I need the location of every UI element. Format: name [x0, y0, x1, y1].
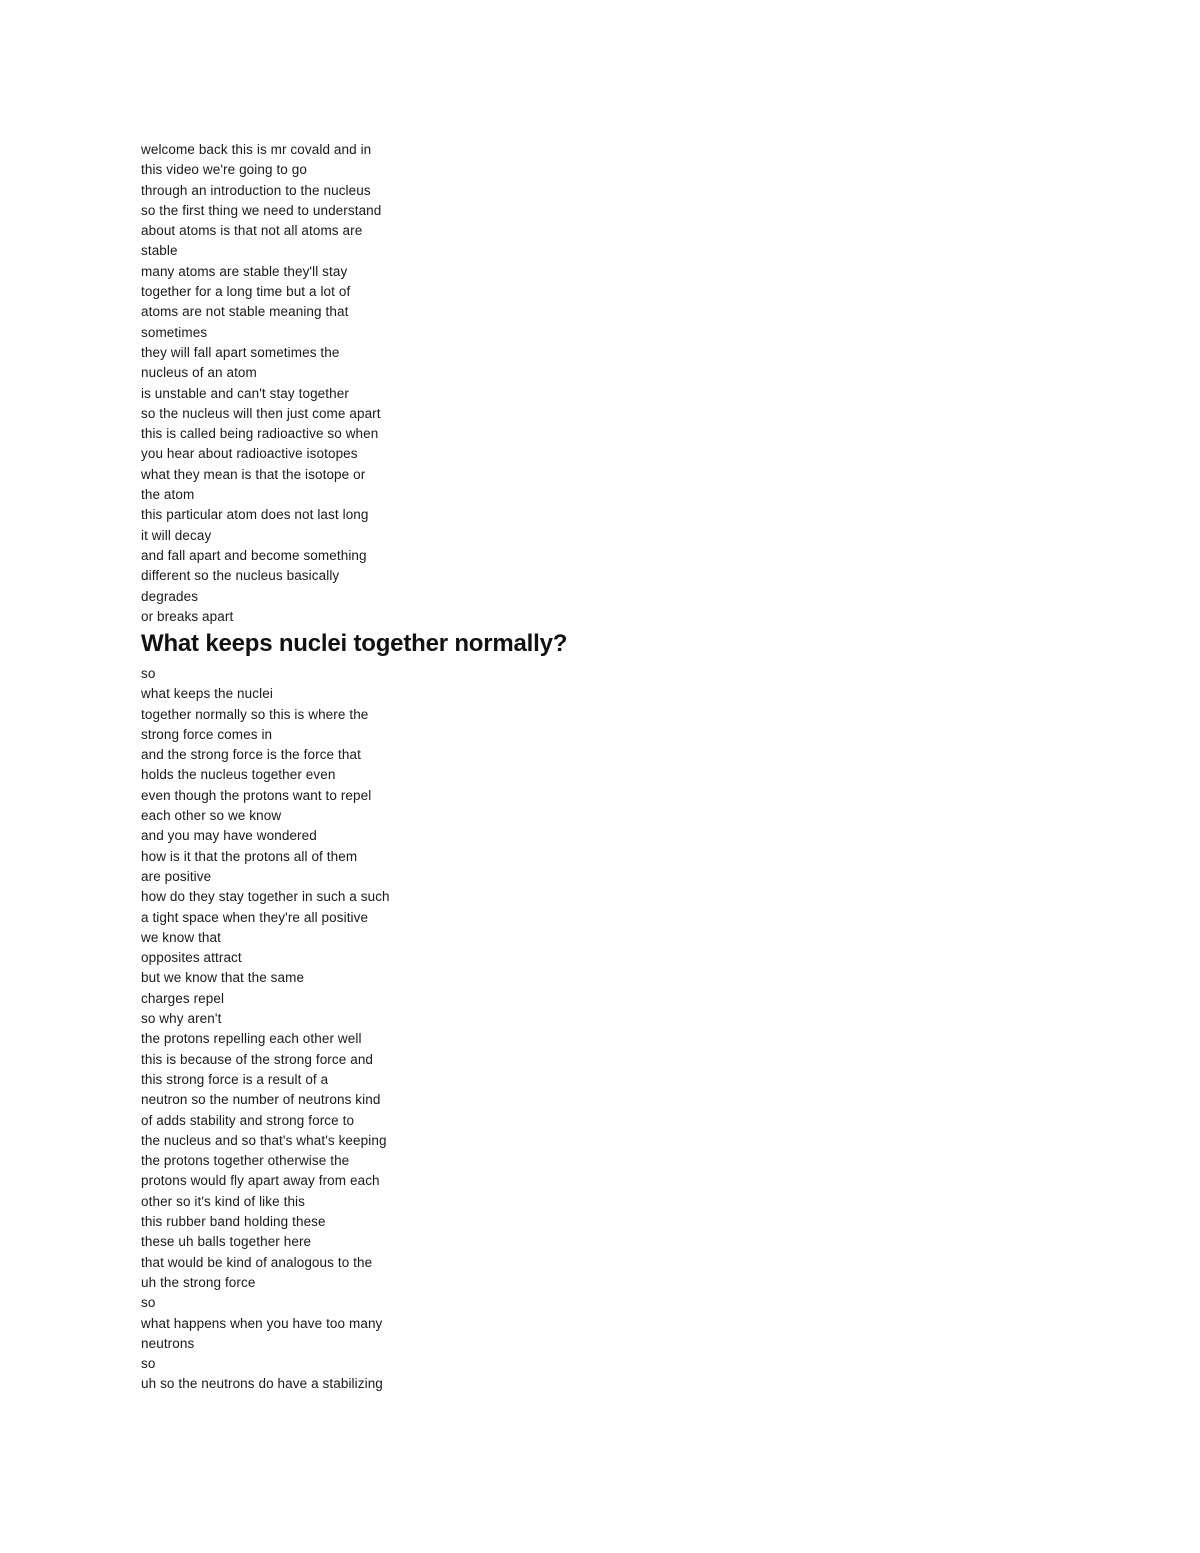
transcript-section-strong-force: [141, 664, 701, 1395]
transcript-line: they will fall apart sometimes the: [141, 344, 340, 360]
transcript-line: how is it that the protons all of them: [141, 848, 358, 864]
transcript-line: the protons repelling each other well: [141, 1031, 362, 1047]
transcript-line: protons would fly apart away from each: [141, 1173, 380, 1189]
transcript-line: this is because of the strong force and: [141, 1051, 374, 1067]
transcript-line: each other so we know: [141, 808, 282, 824]
transcript-line: so: [141, 1356, 156, 1372]
transcript-line: a tight space when they're all positive: [141, 909, 369, 925]
transcript-line: this rubber band holding these: [141, 1214, 326, 1230]
transcript-line: what happens when you have too many: [141, 1315, 383, 1331]
transcript-line: degrades: [141, 588, 199, 604]
transcript-line: other so it's kind of like this: [141, 1193, 305, 1209]
transcript-line: so: [141, 1295, 156, 1311]
transcript-line: that would be kind of analogous to the: [141, 1254, 373, 1270]
transcript-section-intro: [141, 140, 701, 627]
transcript-line: nucleus of an atom: [141, 365, 257, 381]
transcript-line: the atom: [141, 487, 195, 503]
transcript-line: are positive: [141, 868, 212, 884]
transcript-line: we know that: [141, 929, 221, 945]
transcript-line: and fall apart and become something: [141, 547, 367, 563]
transcript-line: together for a long time but a lot of: [141, 284, 351, 300]
transcript-line: through an introduction to the nucleus: [141, 182, 371, 198]
transcript-line: about atoms is that not all atoms are: [141, 223, 363, 239]
transcript-line: you hear about radioactive isotopes: [141, 446, 358, 462]
transcript-line: the protons together otherwise the: [141, 1153, 350, 1169]
transcript-line: of adds stability and strong force to: [141, 1112, 355, 1128]
transcript-line: neutrons: [141, 1335, 195, 1351]
section-heading: What keeps nuclei together normally?: [141, 630, 568, 657]
transcript-line: what keeps the nuclei: [141, 686, 273, 702]
transcript-line: this particular atom does not last long: [141, 507, 369, 523]
transcript-line: strong force comes in: [141, 726, 273, 742]
transcript-line: welcome back this is mr covald and in: [141, 142, 372, 157]
transcript-line: but we know that the same: [141, 970, 305, 986]
transcript-line: different so the nucleus basically: [141, 568, 340, 584]
transcript-line: charges repel: [141, 990, 225, 1006]
transcript-line: the nucleus and so that's what's keeping: [141, 1132, 387, 1148]
transcript-line: uh so the neutrons do have a stabilizing: [141, 1376, 383, 1392]
transcript-line: or breaks apart: [141, 608, 234, 624]
transcript-line: it will decay: [141, 527, 212, 543]
transcript-line: these uh balls together here: [141, 1234, 312, 1250]
transcript-line: neutron so the number of neutrons kind: [141, 1092, 381, 1108]
transcript-line: and you may have wondered: [141, 828, 317, 844]
transcript-line: and the strong force is the force that: [141, 747, 361, 763]
transcript-line: is unstable and can't stay together: [141, 385, 349, 401]
transcript-line: so: [141, 666, 156, 681]
transcript-line: sometimes: [141, 324, 208, 340]
transcript-line: so why aren't: [141, 1011, 222, 1027]
transcript-line: uh the strong force: [141, 1274, 256, 1290]
transcript-line: what they mean is that the isotope or: [141, 466, 366, 482]
transcript-line: so the first thing we need to understand: [141, 202, 382, 218]
transcript-line: holds the nucleus together even: [141, 767, 336, 783]
transcript-line: this is called being radioactive so when: [141, 426, 379, 442]
transcript-line: stable: [141, 243, 178, 259]
transcript-line: this strong force is a result of a: [141, 1071, 329, 1087]
transcript-line: opposites attract: [141, 950, 242, 966]
transcript-line: even though the protons want to repel: [141, 787, 372, 803]
transcript-line: how do they stay together in such a such: [141, 889, 390, 905]
transcript-line: this video we're going to go: [141, 162, 307, 178]
transcript-line: so the nucleus will then just come apart: [141, 405, 381, 421]
transcript-line: atoms are not stable meaning that: [141, 304, 349, 320]
transcript-line: together normally so this is where the: [141, 706, 369, 722]
transcript-line: many atoms are stable they'll stay: [141, 263, 348, 279]
